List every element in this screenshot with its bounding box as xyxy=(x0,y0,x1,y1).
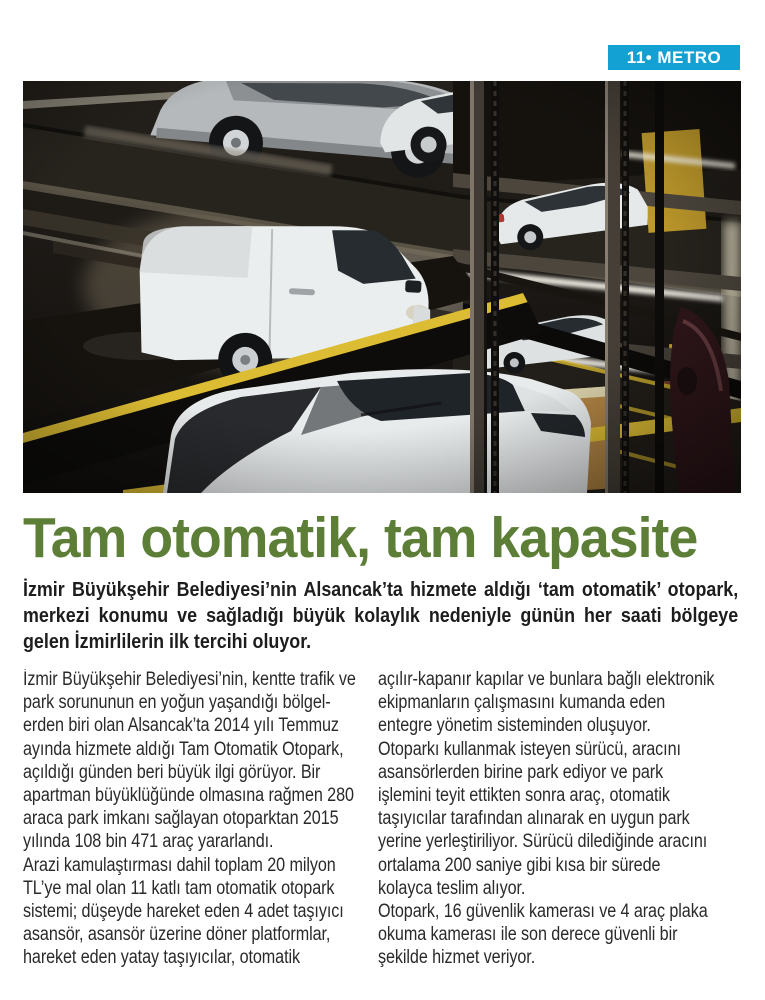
text-line: işlemini teyit ettikten sonra araç, otomatik xyxy=(378,785,670,807)
article-lede xyxy=(23,577,738,655)
photo-vignette xyxy=(23,81,741,493)
text-line: şekilde hizmet veriyor. xyxy=(378,947,536,969)
text-line: İzmir Büyükşehir Belediyesi’nin, kentte trafik ve xyxy=(23,669,356,690)
text-line: İzmir Büyükşehir Belediyesi’nin Alsancak’ta hizmete aldığı ‘tam otomatik’ otopark, xyxy=(23,579,739,601)
text-line: yerine yerleştiriliyor. Sürücü dilediğinde aracını xyxy=(378,831,708,853)
text-line: asansörlerden birine park ediyor ve park xyxy=(378,761,664,783)
text-line: ekipmanların çalışmasını kumanda eden xyxy=(378,692,666,714)
text-line: park sorununun en yoğun yaşandığı bölgel- xyxy=(23,692,331,714)
text-line: entegre yönetim sisteminden oluşuyor. xyxy=(378,715,651,737)
text-line: asansör, asansör üzerine döner platformlar, xyxy=(23,924,331,946)
text-line: Otopark, 16 güvenlik kamerası ve 4 araç plaka xyxy=(378,901,708,923)
text-line: kolayca teslim alıyor. xyxy=(378,877,526,899)
article-headline: Tam otomatik, tam kapasite xyxy=(23,506,698,570)
text-line: açıldığı günden beri büyük ilgi görüyor. Bir xyxy=(23,761,321,783)
text-line: erden biri olan Alsancak’ta 2014 yılı Temmuz xyxy=(23,715,339,737)
section-tag xyxy=(608,45,740,70)
text-line: açılır-kapanır kapılar ve bunlara bağlı elektronik xyxy=(378,669,715,690)
parking-photo-illustration xyxy=(23,81,741,493)
text-line: TL’ye mal olan 11 katlı tam otomatik otopark xyxy=(23,877,335,899)
text-line: taşıyıcılar tarafından alınarak en uygun park xyxy=(378,808,690,830)
text-line: yılında 108 bin 471 araç yararlandı. xyxy=(23,831,274,853)
text-line: gelen İzmirlilerin ilk tercihi oluyor. xyxy=(23,631,312,653)
text-line: okuma kamerası ile son derece güvenli bir xyxy=(378,924,678,946)
text-line: ayında hizmete aldığı Tam Otomatik Otopark, xyxy=(23,738,344,760)
text-line: araca park imkanı sağlayan otoparktan 2015 xyxy=(23,808,339,830)
text-line: ortalama 200 saniye gibi kısa bir sürede xyxy=(378,854,661,876)
text-line: Otoparkı kullanmak isteyen sürücü, aracını xyxy=(378,738,681,760)
body-column-left xyxy=(23,668,360,970)
body-column-right xyxy=(378,668,715,970)
text-line: merkezi konumu ve sağladığı büyük kolaylık nedeniyle günün her saati bölgeye xyxy=(23,605,739,627)
article-photo xyxy=(23,81,741,493)
text-line: Arazi kamulaştırması dahil toplam 20 milyon xyxy=(23,854,336,876)
text-line: sistemi; düşeyde hareket eden 4 adet taşıyıcı xyxy=(23,901,344,923)
section-tag-label: 11• METRO xyxy=(626,47,722,67)
text-line: apartman büyüklüğünde olmasına rağmen 280 xyxy=(23,785,354,807)
text-line: hareket eden yatay taşıyıcılar, otomatik xyxy=(23,947,301,969)
